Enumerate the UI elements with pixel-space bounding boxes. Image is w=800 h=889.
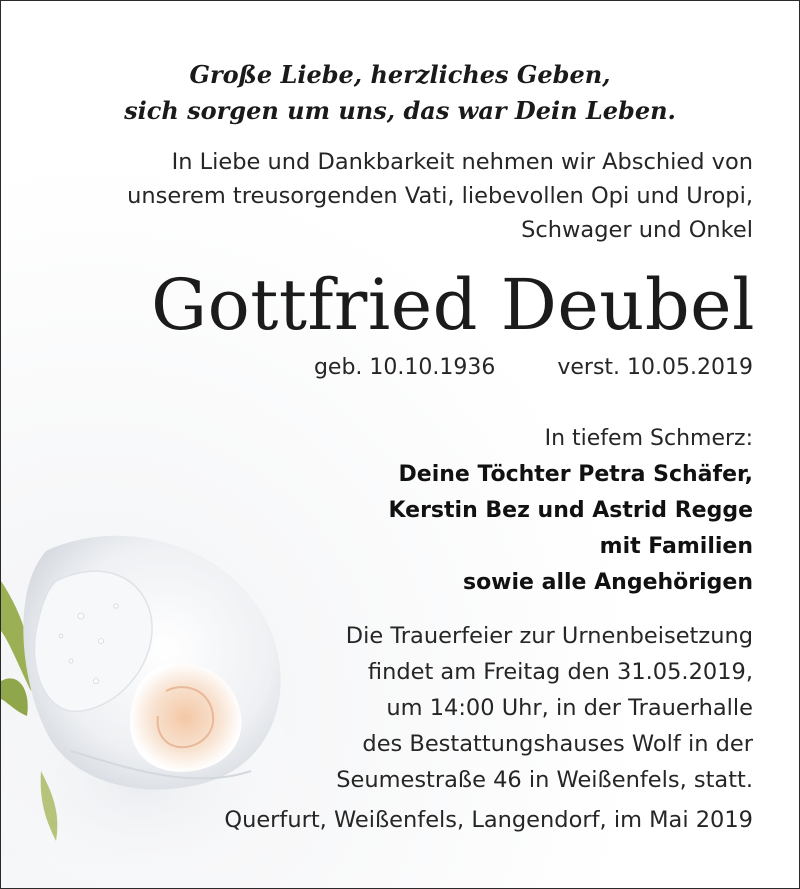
intro-line: Schwager und Onkel — [521, 217, 753, 243]
intro-line: unserem treusorgenden Vati, liebevollen Opi und Uropi, — [127, 183, 753, 209]
service-line: um 14:00 Uhr, in der Trauerhalle — [386, 695, 753, 721]
intro-text — [127, 145, 753, 247]
service-line: des Bestattungshauses Wolf in der — [362, 731, 753, 757]
deceased-name: Gottfried Deubel — [151, 264, 755, 346]
service-line: Die Trauerfeier zur Urnenbeisetzung — [345, 623, 753, 649]
life-dates — [314, 353, 753, 383]
funeral-service-info — [336, 618, 753, 798]
motto-verse — [1, 57, 799, 129]
service-line: findet am Freitag den 31.05.2019, — [367, 659, 753, 685]
death-date: verst. 10.05.2019 — [557, 355, 753, 380]
motto-line: Große Liebe, herzliches Geben, — [189, 60, 611, 89]
mourner-line: Deine Töchter Petra Schäfer, — [398, 462, 753, 487]
mourner-line: Kerstin Bez und Astrid Regge — [388, 498, 753, 523]
mourner-line: mit Familien — [599, 534, 753, 559]
service-line: Seumestraße 46 in Weißenfels, statt. — [336, 767, 753, 793]
motto-line: sich sorgen um uns, das war Dein Leben. — [124, 96, 676, 125]
intro-line: In Liebe und Dankbarkeit nehmen wir Abschied von — [171, 149, 753, 175]
mourners-block — [388, 421, 753, 601]
place-and-date: Querfurt, Weißenfels, Langendorf, im Mai 2019 — [224, 807, 753, 833]
birth-date: geb. 10.10.1936 — [313, 355, 496, 380]
mourner-line: sowie alle Angehörigen — [462, 570, 753, 595]
mourners-heading: In tiefem Schmerz: — [544, 426, 753, 451]
